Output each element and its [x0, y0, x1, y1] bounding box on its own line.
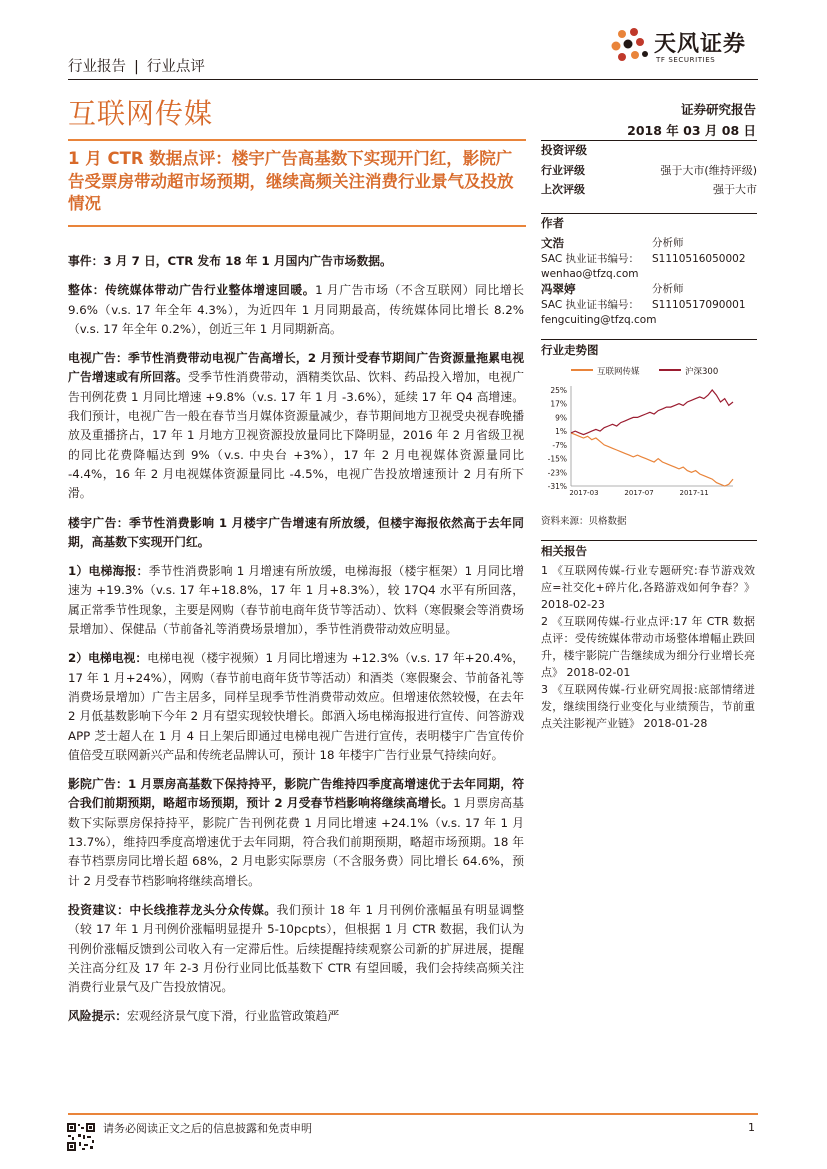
risk-label: 风险提示： — [68, 1009, 127, 1024]
breadcrumb-separator: | — [134, 59, 139, 75]
overall-lead: 传统媒体带动广告行业整体增速回暖。 — [105, 283, 316, 298]
y-tick-label: 9% — [555, 413, 567, 423]
building-lead: 季节性消费影响 1 月楼宇广告增速有所放缓，但楼宇海报依然高于去年同期，高基数下实现开门红。 — [68, 515, 524, 549]
qr-code-icon — [66, 1122, 96, 1152]
logo-name: 天风证券 — [654, 32, 747, 57]
risk-text: 宏观经济景气度下滑，行业监管政策趋严 — [127, 1009, 340, 1024]
x-tick-label: 2017-11 — [679, 489, 709, 497]
related-report-1[interactable]: 1 《互联网传媒-行业专题研究:春节游戏效应=社交化+碎片化,各路游戏如何争春？》 2018-02-23 — [541, 564, 755, 611]
elevator-tv-label: 2）电梯电视： — [68, 651, 148, 666]
y-tick-label: 1% — [555, 427, 567, 437]
analyst-email[interactable]: wenhao@tfzq.com — [541, 268, 639, 280]
elevator-tv-text: 电梯电视（楼宇视频）1 月同比增速为 +12.3%（v.s. 17 年+20.4%，17 年 1 月+24%），网购（春节前电商年货节等活动）和酒类（寒假聚会、节前备礼等消费场景增加）广告主居多，同样呈现季节性消费带动效应。但增速依然较慢，在去年 2 月低基数影响下今年 2 月有望实现较快增长。郎酒入场电梯海报进行宣传、问答游戏 APP 芝士超人在 1 月 4 日上架后即通过电梯电视广告进行宣传，表明楼宇广告宣传价值倍受互联网新兴产品和传统老品牌认可，预计 18 年楼宇广告行业景气持续向好。 — [68, 651, 524, 762]
prev-rating-label: 上次评级 — [541, 183, 585, 196]
analyst-cert-label: SAC 执业证书编号： — [541, 252, 640, 265]
breadcrumb-comment: 行业点评 — [146, 59, 205, 75]
industry-trend-chart — [541, 360, 757, 500]
rating-label: 行业评级 — [541, 164, 585, 177]
headline-rule — [68, 225, 526, 227]
chart-source: 资料来源：贝格数据 — [541, 516, 627, 527]
legend-label-media: 互联网传媒 — [597, 367, 640, 377]
overall-paragraph — [68, 281, 524, 339]
report-date: 2018 年 03 月 08 日 — [627, 123, 756, 138]
chart-rule — [541, 339, 757, 340]
advice-paragraph — [68, 901, 524, 997]
related-report-2[interactable]: 2 《互联网传媒-行业点评:17 年 CTR 数据点评：受传统媒体带动市场整体增幅止跌回升，楼宇影院广告继续成为细分行业增长亮点》 2018-02-01 — [541, 615, 755, 679]
related-title: 相关报告 — [541, 544, 587, 558]
chart-title: 行业走势图 — [541, 343, 599, 357]
page-number: 1 — [748, 1121, 755, 1134]
prev-rating-value: 强于大市 — [713, 183, 757, 196]
elevator-tv-paragraph — [68, 649, 524, 765]
prev-rating-row — [541, 181, 757, 197]
x-tick-label: 2017-07 — [624, 489, 654, 497]
event-text: 3 月 7 日，CTR 发布 18 年 1 月国内广告市场数据。 — [103, 254, 392, 268]
author-rule — [541, 213, 757, 214]
advice-lead: 中长线推荐龙头分众传媒。 — [129, 902, 277, 917]
y-tick-label: -31% — [547, 482, 567, 491]
event-paragraph — [68, 252, 524, 271]
advice-label: 投资建议： — [68, 902, 130, 917]
title-rule — [68, 139, 526, 141]
legend-label-index: 沪深300 — [685, 367, 719, 377]
analyst-1 — [541, 236, 757, 283]
rating-value: 强于大市(维持评级) — [660, 164, 757, 177]
breadcrumb-report: 行业报告 — [68, 59, 126, 75]
y-tick-label: 25% — [550, 386, 567, 395]
legend-swatch-media — [571, 369, 593, 371]
report-type: 证券研究报告 — [680, 102, 756, 117]
analyst-name: 冯翠婷 — [541, 282, 576, 296]
tv-text: 受季节性消费带动，酒精类饮品、饮料、药品投入增加，电视广告刊例花费 1 月同比增速 +9.8%（v.s. 17 年 1 月 -3.6%），延续 17 年 Q4 高增速。我们预计，电视广告一般在春节当月媒体资源量减少，春节期间地方卫视受央视春晚播放及重播挤占，17 年 1 月地方卫视资源投放量同比下降明显，2016 年 2 月省级卫视的同比花费降幅达到 9%（v.s. 中央台 +3%），17 年 2 月电视媒体资源量同比 -4.4%，16 年 2 月电视媒体资源量同比 -4.5%，电视广告投放增速预计 2 月有所下滑。 — [68, 370, 524, 501]
rating-row — [541, 162, 757, 178]
overall-text: 1 月广告市场（不含互联网）同比增长 9.6%（v.s. 17 年全年 4.3%），为近四年 1 月同期最高，传统媒体同比增长 8.2%（v.s. 17 年全年 0.2%），创近三年 1 月同期新高。 — [68, 283, 524, 336]
series-line-media — [571, 433, 733, 486]
cinema-lead: 1 月票房高基数下保持持平，影院广告维持四季度高增速优于去年同期，符合我们前期预期，略超市场预期，预计 2 月受春节档影响将继续高增长。 — [68, 777, 524, 811]
breadcrumb — [68, 55, 205, 76]
author-title: 作者 — [541, 216, 564, 230]
tf-logo-icon — [608, 26, 652, 70]
related-report-3[interactable]: 3 《互联网传媒-行业研究周报:底部情绪迸发，继续围绕行业变化与业绩预告，节前重点关注影视产业链》 2018-01-28 — [541, 683, 755, 730]
elevator-poster-label: 1）电梯海报： — [68, 564, 149, 579]
building-label: 楼宇广告： — [68, 515, 129, 530]
main-body — [68, 252, 524, 1037]
header-rule — [68, 79, 758, 80]
event-label: 事件： — [68, 254, 104, 268]
tv-paragraph — [68, 349, 524, 503]
logo-subtitle: TF SECURITIES — [656, 56, 716, 64]
industry-title: 互联网传媒 — [68, 97, 214, 130]
tv-lead: 季节性消费带动电视广告高增长，2 月预计受春节期间广告资源量拖累电视广告增速或有所回落。 — [68, 351, 524, 385]
rating-title: 投资评级 — [541, 143, 587, 157]
analyst-cert: S1110516050002 — [652, 252, 746, 265]
y-tick-label: -23% — [547, 468, 567, 478]
overall-label: 整体： — [68, 283, 106, 298]
building-paragraph — [68, 514, 524, 553]
headline: 1 月 CTR 数据点评：楼宇广告高基数下实现开门红，影院广告受票房带动超市场预期，继续高频关注消费行业景气及投放情况 — [68, 149, 514, 213]
footer-disclaimer: 请务必阅读正文之后的信息披露和免责申明 — [103, 1122, 312, 1135]
series-line-index — [571, 390, 733, 435]
analyst-name: 文浩 — [541, 236, 564, 250]
analyst-email[interactable]: fengcuiting@tfzq.com — [541, 314, 657, 326]
tv-label: 电视广告： — [68, 351, 128, 366]
advice-text: 我们预计 18 年 1 月刊例价涨幅虽有明显调整（较 17 年 1 月刊例价涨幅明显提升 5-10pcpts），但根据 1 月 CTR 数据，我们认为刊例价涨幅反馈到公司收入有一定滞后性。后续提醒持续观察公司新的扩屏进展，提醒关注高分红及 17 年 2-3 月份行业同比低基数下 CTR 有望回暖，我们会持续高频关注消费行业景气及广告投放情况。 — [68, 902, 524, 995]
rating-rule — [541, 140, 757, 141]
cinema-paragraph — [68, 775, 524, 891]
x-tick-label: 2017-03 — [569, 489, 599, 497]
analyst-cert-label: SAC 执业证书编号： — [541, 298, 640, 311]
y-tick-label: -15% — [547, 454, 567, 464]
legend-swatch-index — [659, 369, 681, 371]
cinema-text: 1 月票房高基数下实际票房保持持平，影院广告刊例花费 1 月同比增速 +24.1%（v.s. 17 年 1 月 13.7%），维持四季度高增速优于去年同期，符合我们前期预期，略超市场预期。18 年春节档票房同比增长超 68%，2 月电影实际票房（不含服务费）同比增长 64.6%，预计 2 月受春节档影响将继续高增长。 — [68, 796, 524, 888]
analyst-role: 分析师 — [652, 283, 684, 295]
analyst-cert: S1110517090001 — [652, 298, 746, 311]
analyst-role: 分析师 — [652, 237, 684, 249]
related-reports — [541, 562, 755, 732]
y-tick-label: 17% — [550, 399, 567, 409]
analyst-2 — [541, 282, 757, 329]
elevator-poster-text: 季节性消费影响 1 月增速有所放缓，电梯海报（楼宇框架）1 月同比增速为 +19.3%（v.s. 17 年+18.8%，17 年 1 月+8.3%），较 17Q4 水平有所回落，属正常季节性现象，主要是网购（春节前电商年货节等活动）、饮料（寒假聚会等消费场景增加）、保健品（节前备礼等消费场景增加），季节性消费带动效应明显。 — [68, 564, 525, 637]
elevator-poster-paragraph — [68, 562, 524, 639]
footer-rule — [68, 1113, 758, 1115]
related-rule — [541, 540, 757, 541]
cinema-label: 影院广告： — [68, 777, 128, 792]
y-tick-label: -7% — [552, 440, 567, 450]
risk-paragraph — [68, 1007, 524, 1026]
